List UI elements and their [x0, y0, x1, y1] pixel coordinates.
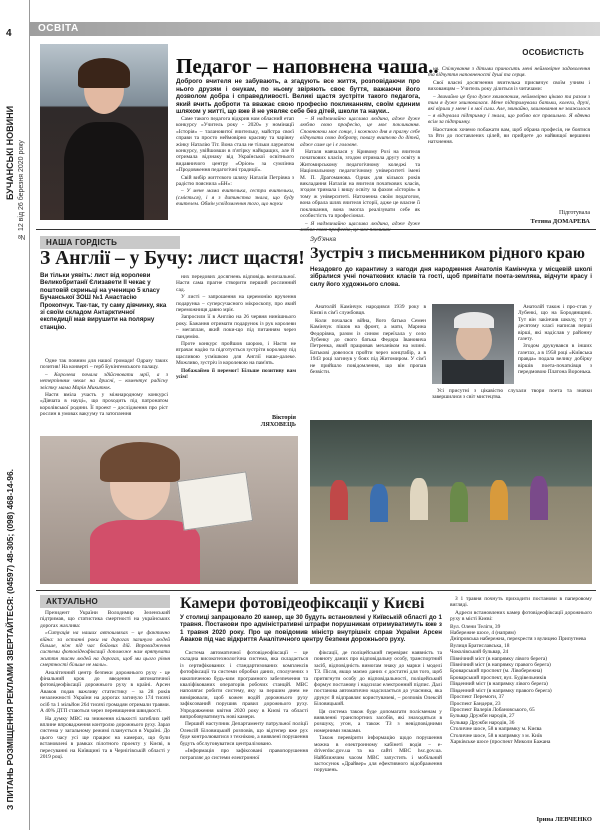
- divider: [36, 590, 596, 591]
- cameras-col2: фіксації, де поліцейський перевіряє наявність та повноту даних про відповідальну особу, транспортний засіб, відповідність вимогам знаку до марки і моделі ТЗ. Після, якщо маємо даних є достатні для того, щоб притягнути особу до відповідальності, поліцейський формує постанову і надсилає електронний підпис. Далі постанова автоматично надсилається до учасника, яка друкує й відправляє користувачеві, – розповів Олексій Біловицький. Ця система також буде допомагати полісменам у виявленні транспортних засобів, які знаходяться в розшуку, угон, а також ТЗ з невідповідними номерними знаками. Також перевірити інформацію щодо порушення можна в електронному кабінеті водія – e-driverdoc.gov.ua та на сайті МВС hsc.gov.ua. Найближчим часом МВС запустить і мобільний застосунок «Драйвер» для ефективного відображення порушень.: [314, 650, 442, 774]
- list-item: Чоколівський бульвар, 24: [450, 649, 509, 656]
- teacher-photo: [40, 44, 168, 220]
- rubric-our-pride: НАША ГОРДІСТЬ: [40, 236, 180, 249]
- cameras-headline: Камери фотовідеофіксації у Києві: [180, 595, 425, 612]
- bucha-author: Вікторія ЛЯХОВЕЦЬ: [260, 414, 296, 429]
- bucha-headline: З Англії – у Бучу: лист щастя!: [40, 248, 305, 269]
- list-item: Проспект Бандери, 23: [450, 700, 501, 707]
- list-item: Столичне шосе, 58 в напрямку м. Києва: [450, 726, 542, 733]
- teacher-headline: Педагог – наповнена чаша..: [176, 54, 439, 78]
- list-item: Північний міст (в напрямку правого берега): [450, 662, 551, 669]
- list-item: Броварський проспект (м. Лівобережна): [450, 668, 543, 675]
- meeting-col2: Анатолій також і про-став у Лубенкі, що на Бородянщині. Тут він закінчив школу, тут у десятому класі написав перші вірші, які надіслав у районну газету. Згодом друкувався в інших газетах, а в 1958 році «Київська правда» подала велику добірку віршів поета-початківця з передмовою Платона Воронька.: [518, 304, 592, 376]
- bucha-col2: них передових досягнень відповідь величальної. Настя сама прагне створити перший рослинний сад. У листі – запрошення на церемонію вручення подарунка – суперсучасного мікроскопу, про який переможниця давно мріє. Запросили її в Англію на 26 червня нинішнього року. Бажання отримати подарунок із рук королеви – мегаплан, який поки-що під питанням через пандемію. Проте конкурс пройшов шорою, і Настя не втрачає надію та підготується зустріти королеву під щасливою усмішкою для Англії наше-далеке. Можливо, зустріч із королевою на пам'ять. Побажаймо її перемог! Більше позитиву вам усім!: [176, 274, 296, 381]
- divider: [36, 229, 596, 230]
- list-item: Дніпровська набережна, перехрестя з вулицею Припутнева: [450, 636, 586, 643]
- bucha-col1: Одне так повним для нашої громади! Одразу таких позитив! На конверті – герб Букінгемського палацу. – Королева почала здійснювати мрії, а з нетерпінням чекає на дрисні, – коментує радісну звістку мама Марія Микитюк. Настя вміла участь у міжнародному конкурсі «Дівчата в науці», що проходить під патронатом королівської родини. Її проект – дослідження про ріст рослин в умовах вакууму та затоплення: [40, 358, 168, 418]
- list-item: Броварський проспект, вул. Будівельників: [450, 674, 547, 681]
- list-item: Південний міст (в напрямку лівого берега): [450, 681, 548, 688]
- writer-photo: [432, 304, 514, 384]
- list-item: Столичне шосе, 58 в напрямку з м. Київ: [450, 732, 542, 739]
- list-item: Бульвар Дружби народів, 27: [450, 713, 515, 720]
- list-item: Північний міст (в напрямку лівого берега): [450, 655, 548, 662]
- list-item: Вулиця Братиславська, 18: [450, 642, 510, 649]
- bucha-lead: Ви тільки уявіть: лист від королеви Великобританії Єлизавети ІІ чекає у поштовій скриньці на ученицю 5 класу Бучанської ЗОШ №1 Анастасію Прокопчук. Так-так, ту саму дівчинку, яка зі своїм складом Антарктичної експедиції мав вирушити на полярну станцію.: [40, 272, 167, 331]
- section-title: ОСВІТА: [38, 23, 79, 34]
- meeting-headline: Зустріч з письменником рідного краю: [310, 245, 586, 262]
- rubric-actual: АКТУАЛЬНО: [40, 595, 170, 608]
- teacher-col3: ня. Спілкування з дітьми приносить мені неймовірне задоволення та відчуття наповненості душі та серця. Свої власні досягнення вчителька присвячує своїм учням і вихованцям – Учитель року ділиться із читачами: – Звичайно це було дуже хвилюючим, неймовірно цікаво та разом з тим я дуже хвилювалася. Мене підтримували батьки, колеги, друзі, які вірили у мене і в мої сили. Але, звичайно, хвилювання не зважилося – я відчувала підтримку і знала, що роблю все правильно. Я вдячна всім за підтримку. Наостанок хочемо побажати вам, щоб обрана професія, не боятися та йти до поставлених цілей, ви прийдете до найвищої вершини натхнення.: [428, 66, 590, 146]
- teacher-col1: Саме такого педагога відкрив нам обласний етап конкурсу «Учитель року - 2020» у номінації «Історія» – талановитої вчительку, майстра своєї справи та просто неймовірно красиву та чарівну жінку Наталію Тіт. Вона стала не тільки лауреатом конкурсу, увійшовши в п'ятірку найкращих, але й отримала відзнаку від Української освітнього видавничого центру «Оріон» за сумлінна «Продовження педагогічні традиції». Свій вибір життєвого шляху Наталія Петрівна з радістю пояснила «БН»: – У мене мама вчителька, сестри вчительки, (сміється), і я з дитинства знала, що буду вчителем. Обмін усвідомлення того, що науки: [176, 116, 294, 208]
- paper-name: БУЧАНСЬКІ НОВИНИ: [5, 105, 15, 200]
- meeting-lead: Незадовго до карантину з нагоди дня народження Анатолія Камінчука у місцевій школі зібралися учні початкових класів та гості, щоб привітати поета-земляка, відчути красу і силу його художнього слова.: [310, 266, 592, 288]
- list-item: Набережне шосе, 4 (напрям): [450, 630, 516, 637]
- meeting-col1: Анатолій Камінчук народився 1939 року в Києві в сім'ї службовця. Коли почалася війна, його батько Семен Камінчук пішов на фронт, а мати, Марина Федорівна, разом із сином переїхала у село Лубенку до свого батька Федора Івановича Петренка, який працював механіком на млині. Батькові довелося пройти через концтабір, а в 1943 році загинув у боях під Житомиром. У сім'ї не прийшло повідомлення, що він пропав безвісти.: [310, 304, 426, 376]
- list-item: Південний міст (в напрямку правого берега): [450, 687, 552, 694]
- classroom-photo: [310, 420, 592, 584]
- list-item: Вул. Олени Теліги, 39: [450, 623, 501, 630]
- cameras-col3: З 1 травня почнуть приходити постанови в паперовому вигляді. Адреси встановлених камер фотовідеофіксації дорожнього руху в місті Києві: Вул. Олени Теліги, 39 Набережне шосе, 4 (напрям) Дніпровська набережна, перехрестя з вулицею Припутнева Вулиця Братиславська, 18 Чоколівський бульвар, 24 Північний міст (в напрямку лівого берега) Північний міст (в напрямку правого берега) Броварський проспект (м. Лівобережна) Броварський проспект, вул. Будівельників Південний міст (в напрямку лівого берега) Південний міст (в напрямку правого берега) Проспект Перемоги, 37 Проспект Бандери, 23 Проспект Валерія Лобановського, 65 Бульвар Дружби народів, 27 Бульвар Дружби народів, 36 Столичне шосе, 58 в напрямку м. Києва Столичне шосе, 58 в напрямку з м. Київ Харківське шосе (проспект Миколи Бажана: [450, 596, 592, 745]
- teacher-lead: Доброго вчителя не забувають, а згадують все життя, розповідаючи про нього друзям і онукам, по ньому звіряють своє буття, важаючи його дозволом добра і справедливості. Великі щастя зустріти такого педагога, який вчить доброти та вважає свою професію покликанням, своїм єдиним шляхом у житті, що вже й не уявляє себе без дітей, школи та науки..: [176, 78, 420, 116]
- cameras-lead: У столиці запрацювало 20 камер, ще 30 будуть встановлені у Київській області до 1 травня. Постанови про адміністративні штрафи порушникам отримуватимуть вже з 1 травня 2020 року. Про це повідомив міністр внутрішніх справ України Арсен Аваков під час відкриття Аналітичного центру безпеки дорожнього руху.: [180, 614, 442, 644]
- meeting-col2b: Усі присутні з цікавістю слухали твори поета та значки завершилися з світ мистецтва.: [432, 388, 592, 401]
- list-item: Бульвар Дружби народів, 36: [450, 719, 515, 726]
- author-prefix: Підготувала: [559, 210, 590, 216]
- masthead-strip: [0, 0, 30, 830]
- cameras-author: Ірина ЛЕВЧЕНКО: [536, 816, 592, 823]
- section-header-bar: [30, 22, 600, 36]
- page-number: 4: [6, 28, 12, 39]
- list-item: Проспект Перемоги, 37: [450, 694, 505, 701]
- cameras-col1: Система автоматичної фотовідеофіксації – це складна високотехнологічна система, яка складається із сертифікованих і стандартизованих комплексів фотофіксації та системи обробки даних, сполучених з накопиченою будь-ким програмного забезпечення та кваліфікованих операторів робочих станцій. МВС наполягає робити систему, яку за першим днем не вимірювали, щоб кожен водій дорожнього руху зафіксований порушив правил дорожнього руху. Упродовження квітня 2020 року в Києві та області випробовуватимуть нові камери. Перший наступник Департаменту патрульної поліції Олексій Біловицький розповів, що відтепер вже рух буде контролюватися з технікою, а виявлені порушення будуть обслуговуватися централізовано. «Інформація про зафіксовані правопорушення потрапляє до системи електронної: [180, 650, 308, 761]
- list-item: Харківське шосе (проспект Миколи Бажана: [450, 738, 551, 745]
- teacher-col2: – Я надзвичайно щаслива людина, адже дуже люблю свою професію, це моє покликання. Сповнюючи моє сонце, і кожного дня я прагну себе відчувати свою доброту, повагу вчителю до дітей, адже саме це і є головне. Наталя навчалася у Кривому Розі на вчителя початкових класів, згодом отримала другу освіту в Житомирському педагогічному коледжі та Національному педагогічному університеті імені М. П. Драгоманова. Однак для кількох років викладання Наталія на вчителя початкових класів, згодом тримала і вищу освіту за фахом «Історія» в тому ж університеті. Натхненна своїм педагогом, вона обрала шлях вчителя історії, адже це власне її покликання, вона змогла реалізувати себе як особистість та професіонал. – Я надзвичайно щаслива людина, адже дуже: [300, 116, 420, 227]
- camera-address-list: [450, 624, 592, 746]
- girl-photo: [40, 436, 298, 584]
- list-item: Проспект Валерія Лобановського, 65: [450, 706, 535, 713]
- rubric-personality: ОСОБИСТІСТЬ: [522, 48, 584, 57]
- ad-contact-strip: З ПИТАНЬ РОЗМІЩЕННЯ РЕКЛАМИ ЗВЕРТАЙТЕСЯ: (04597) 48-305; (098) 468-14-96.: [5, 469, 15, 810]
- issue-date: № 12 від 26 березня 2020 року: [18, 140, 25, 240]
- actual-col: Президент України Володимир Зеленський підтримав, що статистика смертності на українських дорогах жахлива: «Ситуація на наших автошляхах – це фактично війна: за останні роки на дорогах загинуло людей більше, ніж під час бойових дій. Впровадження системи фотовідеофіксації допоможе нам врятувати життя тисяч людей на дорогах, щоб ми цього рівня смертності більше не мали». Аналітичний центр безпеки дорожнього руху - це фінальний крок до введення автоматичної фотовідеофіксації дорожнього руху в країні. Арсен Аваков подав важливу статистику – за 28 років незалежності України на дорогах загинуло 174 тисячі осіб та 1 мільйон 264 тисячі громадян отримали травми. А 40% ДТП стаються через перевищення швидкості. На думку МВС на зниження кількості загиблих цей вплине впровадження контролю дорожнього руху. Зараз система у загальному режимі планується в Україні. До цього часу усі ще працює на камерах, що були встановлені в рамках пілотного проекту у Києві, в пересуванні на Київщині та в Чернігівській області у 2019 році.: [40, 610, 170, 760]
- teacher-author: Тетяна ДОМАРЕВА: [530, 218, 590, 225]
- rubric-zubyanka: Зуб'янка: [310, 236, 337, 243]
